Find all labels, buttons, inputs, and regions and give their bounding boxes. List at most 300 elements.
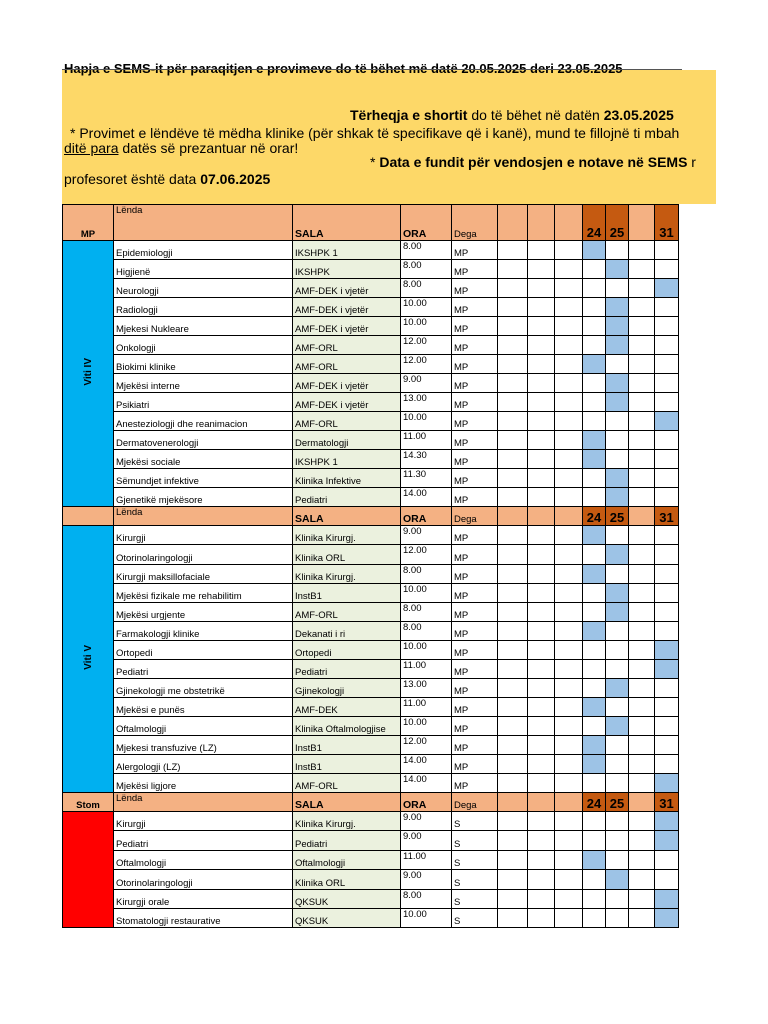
day-cell — [583, 870, 606, 890]
header-blank-cell — [555, 205, 583, 241]
department-cell: MP — [452, 584, 498, 603]
time-cell: 11.00 — [401, 698, 452, 717]
exam-day-marker — [655, 831, 679, 851]
department-cell: S — [452, 812, 498, 831]
exam-day-marker — [655, 890, 679, 909]
table-row — [63, 279, 679, 298]
day-cell — [498, 241, 528, 260]
room-cell: Dermatologji — [293, 431, 401, 450]
day-cell — [555, 545, 583, 565]
day-cell — [498, 717, 528, 736]
time-cell: 9.00 — [401, 831, 452, 851]
day-cell — [555, 870, 583, 890]
day-cell — [498, 890, 528, 909]
table-row — [63, 909, 679, 928]
time-cell: 12.00 — [401, 545, 452, 565]
day-cell — [606, 660, 629, 679]
banner-deadline-date-line: profesoret është data 07.06.2025 — [64, 171, 271, 187]
table-row — [63, 584, 679, 603]
year-label: Viti IV — [82, 358, 94, 386]
day-cell — [583, 679, 606, 698]
day-cell — [606, 450, 629, 469]
time-cell: 13.00 — [401, 393, 452, 412]
subject-cell: Kirurgji — [114, 812, 293, 831]
day-cell — [555, 336, 583, 355]
day-cell — [528, 412, 555, 431]
header-blank-cell — [498, 793, 528, 812]
day-cell — [528, 736, 555, 755]
header-blank-cell — [555, 507, 583, 526]
day-cell — [655, 488, 679, 507]
day-cell — [629, 374, 655, 393]
department-cell: S — [452, 831, 498, 851]
day-cell — [629, 679, 655, 698]
day-cell — [498, 412, 528, 431]
time-cell: 8.00 — [401, 565, 452, 584]
table-row — [63, 622, 679, 641]
day-cell — [555, 469, 583, 488]
header-lenda: Lënda — [114, 507, 293, 526]
day-cell — [555, 431, 583, 450]
subject-cell: Alergologji (LZ) — [114, 755, 293, 774]
exam-day-marker — [655, 660, 679, 679]
day-cell — [655, 469, 679, 488]
day-cell — [498, 622, 528, 641]
room-cell: IKSHPK — [293, 260, 401, 279]
day-cell — [528, 526, 555, 545]
subject-cell: Dermatovenerologji — [114, 431, 293, 450]
day-cell — [606, 355, 629, 374]
subject-cell: Anesteziologji dhe reanimacion — [114, 412, 293, 431]
day-cell — [655, 260, 679, 279]
day-cell — [498, 603, 528, 622]
subject-cell: Biokimi klinike — [114, 355, 293, 374]
day-cell — [629, 660, 655, 679]
day-cell — [655, 336, 679, 355]
room-cell: IKSHPK 1 — [293, 450, 401, 469]
table-row — [63, 851, 679, 870]
day-cell — [555, 298, 583, 317]
day-cell — [629, 812, 655, 831]
exam-day-marker — [583, 851, 606, 870]
day-cell — [498, 736, 528, 755]
subject-cell: Psikiatri — [114, 393, 293, 412]
day-cell — [583, 641, 606, 660]
department-cell: S — [452, 851, 498, 870]
day-cell — [528, 393, 555, 412]
day-cell — [606, 698, 629, 717]
day-cell — [655, 298, 679, 317]
day-cell — [583, 831, 606, 851]
header-ora: ORA — [401, 507, 452, 526]
table-row — [63, 679, 679, 698]
time-cell: 8.00 — [401, 890, 452, 909]
time-cell: 11.00 — [401, 431, 452, 450]
day-cell — [555, 412, 583, 431]
exam-day-marker — [583, 526, 606, 545]
table-row — [63, 336, 679, 355]
room-cell: IKSHPK 1 — [293, 241, 401, 260]
day-cell — [528, 774, 555, 793]
time-cell: 10.00 — [401, 909, 452, 928]
day-cell — [583, 774, 606, 793]
day-cell — [555, 279, 583, 298]
table-row — [63, 374, 679, 393]
day-cell — [606, 565, 629, 584]
day-cell — [629, 488, 655, 507]
time-cell: 14.00 — [401, 755, 452, 774]
subject-cell: Oftalmologji — [114, 717, 293, 736]
day-cell — [528, 450, 555, 469]
table-row — [63, 355, 679, 374]
day-cell — [583, 812, 606, 831]
day-cell — [606, 412, 629, 431]
day-cell — [498, 279, 528, 298]
header-day-24: 24 — [583, 507, 606, 526]
day-cell — [528, 679, 555, 698]
department-cell: MP — [452, 260, 498, 279]
room-cell: AMF-ORL — [293, 412, 401, 431]
subject-cell: Kirurgji maksillofaciale — [114, 565, 293, 584]
day-cell — [528, 431, 555, 450]
room-cell: Ortopedi — [293, 641, 401, 660]
day-cell — [498, 393, 528, 412]
header-day-25: 25 — [606, 793, 629, 812]
exam-day-marker — [583, 565, 606, 584]
header-day-24: 24 — [583, 793, 606, 812]
day-cell — [629, 279, 655, 298]
day-cell — [555, 603, 583, 622]
time-cell: 8.00 — [401, 260, 452, 279]
subject-cell: Otorinolaringologji — [114, 545, 293, 565]
day-cell — [555, 526, 583, 545]
day-cell — [583, 603, 606, 622]
day-cell — [498, 698, 528, 717]
subject-cell: Stomatologji restaurative — [114, 909, 293, 928]
time-cell: 12.00 — [401, 355, 452, 374]
day-cell — [655, 374, 679, 393]
exam-day-marker — [655, 412, 679, 431]
exam-day-marker — [583, 241, 606, 260]
time-cell: 10.00 — [401, 317, 452, 336]
day-cell — [655, 603, 679, 622]
exam-day-marker — [606, 545, 629, 565]
subject-cell: Mjekësi sociale — [114, 450, 293, 469]
department-cell: MP — [452, 336, 498, 355]
banner-clipped-line: Hapja e SEMS-it për paraqitjen e provimeve do të bëhet më datë 20.05.2025 deri 23.05.2025 — [64, 61, 623, 76]
day-cell — [655, 717, 679, 736]
banner-draw-line: Tërheqja e shortit do të bëhet në datën 23.05.2025 — [350, 107, 674, 123]
time-cell: 10.00 — [401, 412, 452, 431]
day-cell — [555, 355, 583, 374]
department-cell: MP — [452, 698, 498, 717]
day-cell — [583, 660, 606, 679]
header-blank-cell — [555, 793, 583, 812]
day-cell — [583, 317, 606, 336]
department-cell: MP — [452, 755, 498, 774]
subject-cell: Mjekesi Nukleare — [114, 317, 293, 336]
day-cell — [629, 603, 655, 622]
department-cell: MP — [452, 241, 498, 260]
day-cell — [629, 317, 655, 336]
day-cell — [606, 851, 629, 870]
table-row — [63, 317, 679, 336]
day-cell — [498, 431, 528, 450]
time-cell: 8.00 — [401, 241, 452, 260]
table-row — [63, 526, 679, 545]
table-row — [63, 831, 679, 851]
section-header-row — [63, 507, 679, 526]
header-ora: ORA — [401, 793, 452, 812]
table-row — [63, 431, 679, 450]
time-cell: 14.00 — [401, 774, 452, 793]
day-cell — [498, 545, 528, 565]
day-cell — [528, 545, 555, 565]
day-cell — [583, 260, 606, 279]
exam-day-marker — [606, 374, 629, 393]
header-day-31: 31 — [655, 507, 679, 526]
subject-cell: Otorinolaringologji — [114, 870, 293, 890]
day-cell — [583, 469, 606, 488]
header-day-25: 25 — [606, 507, 629, 526]
exam-day-marker — [606, 488, 629, 507]
room-cell: QKSUK — [293, 890, 401, 909]
day-cell — [528, 565, 555, 584]
day-cell — [528, 469, 555, 488]
day-cell — [583, 412, 606, 431]
day-cell — [528, 812, 555, 831]
room-cell: AMF-DEK i vjetër — [293, 317, 401, 336]
header-ora: ORA — [401, 205, 452, 241]
subject-cell: Sëmundjet infektive — [114, 469, 293, 488]
time-cell: 11.00 — [401, 851, 452, 870]
subject-cell: Pediatri — [114, 660, 293, 679]
room-cell: QKSUK — [293, 909, 401, 928]
room-cell: AMF-DEK i vjetër — [293, 298, 401, 317]
department-cell: MP — [452, 412, 498, 431]
day-cell — [655, 584, 679, 603]
department-cell: S — [452, 870, 498, 890]
table-row — [63, 870, 679, 890]
day-cell — [555, 317, 583, 336]
department-cell: MP — [452, 545, 498, 565]
department-cell: MP — [452, 374, 498, 393]
header-sala: SALA — [293, 793, 401, 812]
day-cell — [528, 260, 555, 279]
day-cell — [655, 622, 679, 641]
day-cell — [528, 241, 555, 260]
day-cell — [655, 698, 679, 717]
day-cell — [498, 336, 528, 355]
subject-cell: Mjekësi interne — [114, 374, 293, 393]
time-cell: 11.00 — [401, 660, 452, 679]
time-cell: 8.00 — [401, 603, 452, 622]
day-cell — [528, 488, 555, 507]
day-cell — [583, 545, 606, 565]
header-blank-cell — [629, 793, 655, 812]
exam-day-marker — [583, 755, 606, 774]
room-cell: InstB1 — [293, 736, 401, 755]
table-row — [63, 565, 679, 584]
day-cell — [606, 831, 629, 851]
subject-cell: Kirurgji orale — [114, 890, 293, 909]
exam-day-marker — [583, 698, 606, 717]
table-row — [63, 393, 679, 412]
day-cell — [555, 622, 583, 641]
day-cell — [528, 909, 555, 928]
year-side-label — [63, 526, 114, 793]
room-cell: Klinika Kirurgj. — [293, 526, 401, 545]
day-cell — [583, 488, 606, 507]
department-cell: MP — [452, 488, 498, 507]
room-cell: Klinika Oftalmologjise — [293, 717, 401, 736]
day-cell — [528, 279, 555, 298]
table-row — [63, 890, 679, 909]
day-cell — [655, 526, 679, 545]
day-cell — [629, 909, 655, 928]
day-cell — [498, 317, 528, 336]
day-cell — [629, 870, 655, 890]
time-cell: 8.00 — [401, 279, 452, 298]
day-cell — [528, 298, 555, 317]
department-cell: MP — [452, 431, 498, 450]
table-row — [63, 660, 679, 679]
day-cell — [498, 260, 528, 279]
day-cell — [498, 450, 528, 469]
department-cell: MP — [452, 469, 498, 488]
exam-day-marker — [583, 736, 606, 755]
department-cell: MP — [452, 603, 498, 622]
day-cell — [629, 831, 655, 851]
subject-cell: Oftalmologji — [114, 851, 293, 870]
day-cell — [498, 755, 528, 774]
day-cell — [629, 545, 655, 565]
room-cell: Klinika ORL — [293, 870, 401, 890]
exam-day-marker — [655, 909, 679, 928]
day-cell — [655, 679, 679, 698]
top-border-line — [62, 69, 682, 70]
exam-day-marker — [606, 298, 629, 317]
day-cell — [655, 431, 679, 450]
day-cell — [555, 374, 583, 393]
time-cell: 10.00 — [401, 584, 452, 603]
day-cell — [498, 660, 528, 679]
department-cell: MP — [452, 641, 498, 660]
exam-day-marker — [606, 260, 629, 279]
day-cell — [655, 450, 679, 469]
day-cell — [528, 717, 555, 736]
room-cell: Klinika Infektive — [293, 469, 401, 488]
header-lenda: Lënda — [114, 205, 293, 241]
exam-day-marker — [655, 641, 679, 660]
department-cell: S — [452, 890, 498, 909]
room-cell: Pediatri — [293, 831, 401, 851]
day-cell — [606, 774, 629, 793]
exam-day-marker — [606, 584, 629, 603]
exam-day-marker — [606, 393, 629, 412]
banner-deadline-line: * Data e fundit për vendosjen e notave në SEMS r — [370, 154, 696, 170]
subject-cell: Ortopedi — [114, 641, 293, 660]
header-blank-cell — [528, 205, 555, 241]
day-cell — [555, 565, 583, 584]
department-cell: MP — [452, 450, 498, 469]
table-row — [63, 412, 679, 431]
day-cell — [555, 393, 583, 412]
room-cell: Klinika ORL — [293, 545, 401, 565]
time-cell: 11.30 — [401, 469, 452, 488]
day-cell — [498, 679, 528, 698]
subject-cell: Mjekësi urgjente — [114, 603, 293, 622]
day-cell — [655, 545, 679, 565]
header-sala: SALA — [293, 507, 401, 526]
room-cell: InstB1 — [293, 755, 401, 774]
exam-schedule-table — [62, 204, 679, 928]
room-cell: InstB1 — [293, 584, 401, 603]
header-blank-cell — [498, 507, 528, 526]
header-day-25: 25 — [606, 205, 629, 241]
department-cell: MP — [452, 660, 498, 679]
day-cell — [528, 603, 555, 622]
day-cell — [555, 909, 583, 928]
room-cell: Klinika Kirurgj. — [293, 565, 401, 584]
subject-cell: Gjenetikë mjekësore — [114, 488, 293, 507]
section-label — [63, 507, 114, 526]
department-cell: MP — [452, 736, 498, 755]
day-cell — [629, 736, 655, 755]
day-cell — [498, 851, 528, 870]
day-cell — [583, 279, 606, 298]
room-cell: AMF-DEK i vjetër — [293, 393, 401, 412]
day-cell — [555, 851, 583, 870]
day-cell — [498, 374, 528, 393]
room-cell: Dekanati i ri — [293, 622, 401, 641]
day-cell — [528, 755, 555, 774]
room-cell: Klinika Kirurgj. — [293, 812, 401, 831]
day-cell — [606, 641, 629, 660]
day-cell — [655, 851, 679, 870]
room-cell: AMF-DEK — [293, 698, 401, 717]
day-cell — [498, 355, 528, 374]
day-cell — [629, 412, 655, 431]
header-day-31: 31 — [655, 793, 679, 812]
day-cell — [498, 812, 528, 831]
time-cell: 9.00 — [401, 526, 452, 545]
year-side-label — [63, 812, 114, 928]
time-cell: 9.00 — [401, 374, 452, 393]
room-cell: AMF-ORL — [293, 774, 401, 793]
day-cell — [555, 831, 583, 851]
table-row — [63, 260, 679, 279]
day-cell — [498, 831, 528, 851]
subject-cell: Mjekësi e punës — [114, 698, 293, 717]
time-cell: 14.00 — [401, 488, 452, 507]
table-row — [63, 698, 679, 717]
day-cell — [629, 336, 655, 355]
day-cell — [606, 431, 629, 450]
day-cell — [606, 755, 629, 774]
room-cell: AMF-ORL — [293, 603, 401, 622]
department-cell: MP — [452, 565, 498, 584]
day-cell — [606, 736, 629, 755]
day-cell — [655, 317, 679, 336]
info-banner — [62, 61, 716, 204]
day-cell — [629, 890, 655, 909]
day-cell — [555, 812, 583, 831]
exam-day-marker — [606, 603, 629, 622]
subject-cell: Pediatri — [114, 831, 293, 851]
day-cell — [583, 298, 606, 317]
day-cell — [655, 355, 679, 374]
